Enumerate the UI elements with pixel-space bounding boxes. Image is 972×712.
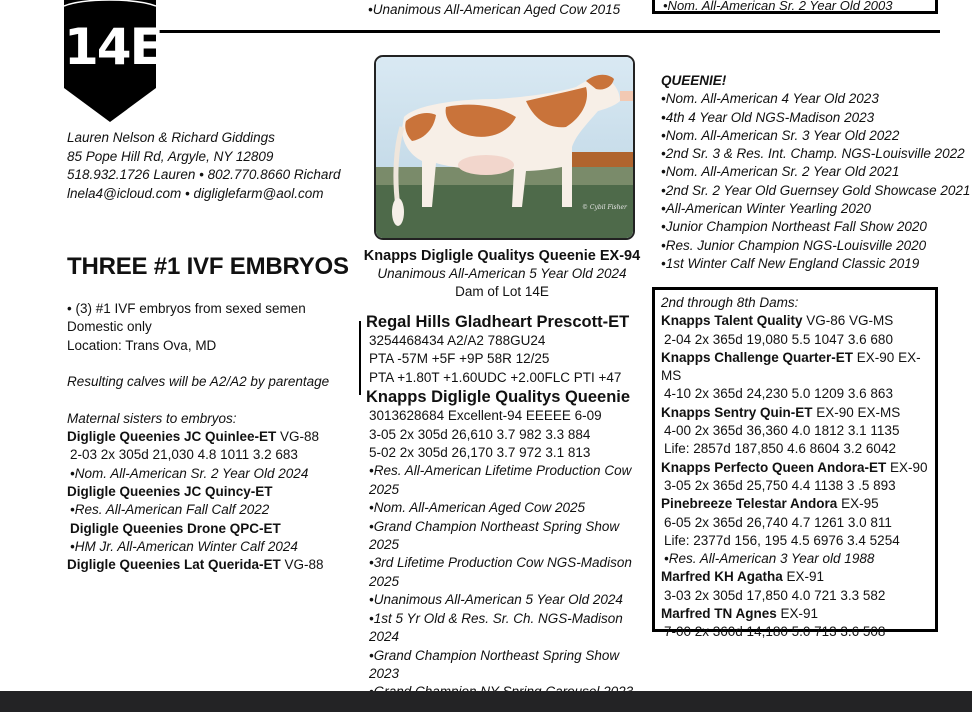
- pedigree-bracket: [359, 321, 361, 395]
- sister-name: Digligle Queenies JC Quincy-ET: [67, 483, 273, 499]
- cow-photo-art: [376, 57, 635, 240]
- lot-badge: [64, 0, 162, 122]
- dam-name: Marfred KH Agatha: [661, 569, 783, 585]
- caption-dam-of: Dam of Lot 14E: [455, 284, 549, 299]
- sister-4: [67, 556, 357, 574]
- top-partial-award: •Unanimous All-American Aged Cow 2015: [368, 2, 621, 17]
- sire-id-line: 3254468434 A2/A2 788GU24: [369, 333, 546, 348]
- dam-award: •Grand Champion Northeast Spring Show 2023: [369, 647, 620, 681]
- sister-award: •Res. All-American Fall Calf 2022: [70, 502, 270, 518]
- dam-entry: [661, 349, 935, 386]
- queenie-award: •2nd Sr. 2 Year Old Guernsey Gold Showcase 2021: [661, 182, 971, 198]
- sister-award: •HM Jr. All-American Winter Calf 2024: [70, 538, 298, 554]
- dam-award: •Res. All-American Lifetime Production Cow 2025: [369, 463, 632, 497]
- dam-score: EX-90 EX-MS: [812, 404, 901, 420]
- dam-entry: [661, 495, 935, 513]
- dam-award: •3rd Lifetime Production Cow NGS-Madison 2025: [369, 555, 632, 589]
- queenie-heading: QUEENIE!: [661, 73, 727, 88]
- offer-line: • (3) #1 IVF embryos from sexed semen: [67, 301, 306, 316]
- dam-lifetime: Life: 2857d 187,850 4.6 8604 3.2 6042: [664, 441, 896, 457]
- caption-subtitle: Unanimous All-American 5 Year Old 2024: [377, 266, 627, 281]
- photo-caption: [356, 247, 648, 301]
- dam-name: Knapps Perfecto Queen Andora-ET: [661, 459, 887, 475]
- dam-name: Knapps Sentry Quin-ET: [661, 404, 813, 420]
- caption-title: Knapps Digligle Qualitys Queenie EX-94: [363, 248, 641, 264]
- dam-record: 7-00 2x 360d 14,180 5.0 713 3.6 508: [664, 624, 886, 640]
- dam-record: 3-03 2x 305d 17,850 4.0 721 3.3 582: [664, 587, 886, 603]
- offer-details: [67, 300, 357, 574]
- dam-award: •1st 5 Yr Old & Res. Sr. Ch. NGS-Madison 2024: [369, 610, 623, 645]
- dam-record: 2-04 2x 365d 19,080 5.5 1047 3.6 680: [664, 331, 893, 347]
- dam-entry: [661, 568, 935, 586]
- sister-record: 2-03 2x 305d 21,030 4.8 1011 3.2 683: [70, 447, 298, 463]
- dam-record: 4-10 2x 365d 24,230 5.0 1209 3.6 863: [664, 386, 893, 402]
- dam-record: 3-05 2x 365d 25,750 4.4 1138 3 .5 893: [664, 477, 896, 493]
- contact-phones: 518.932.1726 Lauren • 802.770.8660 Richard: [67, 167, 341, 182]
- top-partial-box: [652, 0, 938, 14]
- dam-award: •Grand Champion Northeast Spring Show 2025: [369, 518, 620, 553]
- dam-award: •Res. All-American 3 Year old 1988: [664, 551, 875, 567]
- dam-score: EX-91: [776, 606, 819, 622]
- lot-number: 14E: [64, 18, 162, 76]
- maternal-sisters-heading: Maternal sisters to embryos:: [67, 410, 237, 426]
- photo-watermark: © Cybil Fisher: [582, 204, 627, 211]
- queenie-award: •All-American Winter Yearling 2020: [661, 201, 871, 217]
- pedigree: [366, 312, 646, 712]
- dam-score: EX-95: [837, 496, 879, 512]
- dam-record: 6-05 2x 365d 26,740 4.7 1261 3.0 811: [664, 514, 892, 530]
- dam-score: VG-86 VG-MS: [802, 313, 894, 329]
- dam-record: 3-05 2x 305d 26,610 3.7 982 3.3 884: [369, 426, 591, 442]
- dam-award: •Unanimous All-American 5 Year Old 2024: [369, 592, 623, 608]
- dam-entry: [661, 404, 935, 422]
- cow-photo: [374, 55, 635, 240]
- sister-award: •Nom. All-American Sr. 2 Year Old 2024: [70, 465, 309, 481]
- dam-name: Pinebreeze Telestar Andora: [661, 496, 838, 512]
- dam-name: Knapps Talent Quality: [661, 313, 803, 329]
- queenie-award: •Nom. All-American 4 Year Old 2023: [661, 91, 879, 107]
- top-rule: [140, 30, 940, 33]
- dam-name: Knapps Digligle Qualitys Queenie: [366, 388, 631, 407]
- dam-record: 4-00 2x 365d 36,360 4.0 1812 3.1 1135: [664, 423, 900, 439]
- queenie-award: •Nom. All-American Sr. 3 Year Old 2022: [661, 127, 900, 143]
- dam-id-line: 3013628684 Excellent-94 EEEEE 6-09: [369, 408, 602, 424]
- dam-score: EX-90: [886, 459, 928, 475]
- queenie-award: •4th 4 Year Old NGS-Madison 2023: [661, 109, 875, 125]
- top-partial-box-text: •Nom. All-American Sr. 2 Year Old 2003: [663, 0, 893, 13]
- dam-entry: [661, 605, 935, 623]
- dam-entry: [661, 459, 935, 477]
- contact-address: 85 Pope Hill Rd, Argyle, NY 12809: [67, 148, 274, 164]
- sire-name: Regal Hills Gladheart Prescott-ET: [366, 313, 630, 331]
- contact-names: Lauren Nelson & Richard Giddings: [67, 130, 275, 145]
- sister-name: Digligle Queenies Drone QPC-ET: [70, 520, 281, 536]
- dams-heading: 2nd through 8th Dams:: [661, 295, 799, 310]
- dam-entry: [661, 312, 935, 330]
- sister-1: [67, 428, 357, 446]
- dam-record: 5-02 2x 305d 26,170 3.7 972 3.1 813: [369, 445, 591, 461]
- sister-score: VG-88: [276, 429, 320, 445]
- offer-line: Location: Trans Ova, MD: [67, 337, 217, 353]
- dam-lifetime: Life: 2377d 156, 195 4.5 6976 3.4 5254: [664, 532, 900, 548]
- dam-award: •Nom. All-American Aged Cow 2025: [369, 500, 586, 516]
- headline: THREE #1 IVF EMBRYOS: [67, 253, 349, 280]
- offer-line: Domestic only: [67, 319, 152, 335]
- dam-score: EX-91: [782, 569, 825, 585]
- dam-name: Knapps Challenge Quarter-ET: [661, 349, 854, 365]
- sister-score: VG-88: [280, 557, 324, 573]
- dam-name: Marfred TN Agnes: [661, 606, 777, 622]
- sister-name: Digligle Queenies JC Quinlee-ET: [67, 429, 277, 445]
- dam-score: EX-90 EX-MS: [661, 349, 921, 384]
- queenie-award: •Junior Champion Northeast Fall Show 2020: [661, 219, 927, 235]
- queenie-award: •Res. Junior Champion NGS-Louisville 2020: [661, 237, 927, 253]
- queenie-awards: [661, 72, 970, 273]
- footer-bar: [0, 691, 972, 712]
- parentage-note: Resulting calves will be A2/A2 by parentage: [67, 374, 330, 390]
- queenie-award: •2nd Sr. 3 & Res. Int. Champ. NGS-Louisville 2022: [661, 146, 965, 162]
- queenie-award: •Nom. All-American Sr. 2 Year Old 2021: [661, 164, 900, 180]
- sire-pta-line: PTA +1.80T +1.60UDC +2.00FLC PTI +47: [369, 369, 622, 385]
- contact-block: [67, 129, 340, 203]
- sire-pta-line: PTA -57M +5F +9P 58R 12/25: [369, 351, 550, 367]
- queenie-award: •1st Winter Calf New England Classic 2019: [661, 255, 920, 271]
- sister-name: Digligle Queenies Lat Querida-ET: [67, 557, 281, 573]
- dams-box: [652, 287, 938, 640]
- contact-emails: lnela4@icloud.com • digliglefarm@aol.com: [67, 185, 324, 201]
